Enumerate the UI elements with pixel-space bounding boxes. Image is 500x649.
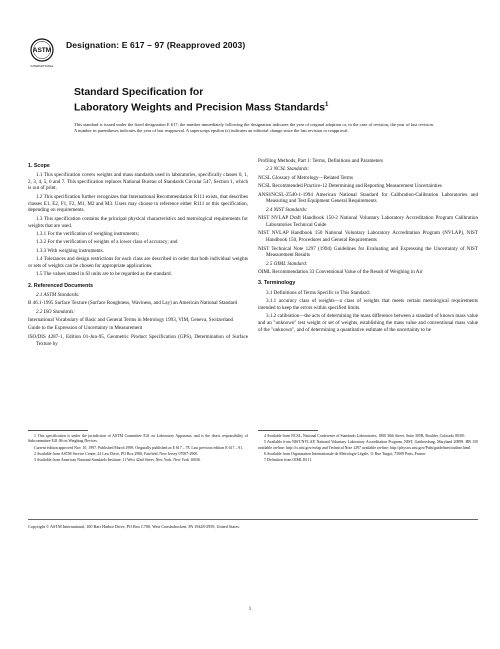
ref-b46: B 46.1-1995 Surface Texture (Surface Roughness, Waviness, and Lay) an American National Standard: [28, 300, 238, 307]
left-column: [28, 158, 248, 349]
designation: Designation: E 617 – 97 (Reapproved 2003): [66, 40, 246, 50]
footnote-2: 2 Available from ASTM Service Center, 22 Law Drive, PO Box 2900, Fairfield, New Jersey 07007-2900.: [34, 451, 199, 456]
para-1-4: 1.4 Tolerances and design restrictions for each class are described in order that both individual weights or sets of weights can be chosen for appropriate applications.: [28, 256, 248, 269]
ref-nist-150: NIST NVLAP Handbook 150 National Voluntary Laboratory Accreditation Program (NVLAP), NIST Handbook 150, Procedures and General Requirements: [258, 230, 478, 244]
page-number: 1: [248, 607, 252, 612]
ref-ansi-z540: ANSI/NCSL-Z540-1-1994 American National Standard for Calibration-Calibration Laboratories and Measuring and Test Equipment General Requirements: [258, 191, 478, 205]
para-2-3: 2.3 NCSL Standards:: [266, 166, 310, 173]
ref-vim: International Vocabulary of Basic and General Terms in Metrology 1993, VIM, Geneva, Switzerland: [28, 317, 234, 324]
ref-ncsl-rp12: NCSL Recommended Practice-12 Determining and Reporting Measurement Uncertainties: [258, 183, 442, 190]
copyright-notice: Copyright © ASTM International, 100 Barr Harbor Drive, PO Box C700, West Conshohocken, PA 19428-2959, United States.: [28, 524, 240, 529]
footnote-7: 7 Definition from OIML R111.: [264, 458, 313, 463]
section-heading-scope: 1. Scope: [28, 162, 50, 169]
issuance-note: This standard is issued under the fixed designation E 617; the number immediately following the designation indicates the year of original adoption or, in the case of revision, the year of last revision. A number in parentheses indicates the year of last reapproval. A superscript epsilon (ε) indicates an editorial change since the last revision or reapproval.: [74, 122, 434, 134]
section-heading-terminology: 3. Terminology: [258, 280, 296, 287]
para-3-1-2: 3.1.2 calibration—the acts of determining the mass difference between a standard of known mass value and an "unknown" test weight or set of weights, establishing the mass value and conventional mass value of the "unknown", and of determining a quantitative estimate of the uncertainty to be: [258, 313, 478, 333]
footnote-rule-left: [28, 430, 88, 431]
astm-logo: [30, 38, 54, 69]
para-1-5: 1.5 The values stated in SI units are to be regarded as the standard.: [36, 271, 172, 278]
footnote-4: 4 Available from NCSL, National Conference of Standards Laboratories, 1800 30th Street, Suite 305B, Boulder, Colorado 80301.: [264, 434, 466, 438]
para-2-1: 2.1 ASTM Standards:: [36, 291, 80, 298]
para-2-2: 2.2 ISO Standards:: [36, 308, 76, 315]
para-1-3-1: 1.3.1 For the verification of weighing instruments;: [36, 230, 139, 237]
footnote-6: 6 Available from Organisation Internationale de Métrologie Légale, 11 Rue Turgot, 75009 Paris, France.: [264, 451, 427, 456]
para-1-1: 1.1 This specification covers weights and mass standards used in laboratories, specifically classes 0, 1, 2, 3, 4, 5, 6 and 7. This specification replaces National Bureau of Standards Circular 547, Section 1, which is out of print.: [28, 171, 248, 192]
footnotes-left: [28, 434, 248, 464]
footnote-5: 5 Available from NIST/NVLAP, National Voluntary Laboratory Accreditation Program, NIST, Gaithersburg, Maryland 20899. HB 150 available on-line: http://ts.nist.gov/nvlap and Technical Note 1297 available on-line: http://physics.nist.gov/Pubs/guidelines/outline.html.: [258, 440, 478, 450]
footnotes-right: [258, 434, 478, 464]
ref-iso-4287-continued: Profiling Methods, Part 1: Terms, Definitions and Parameters: [258, 158, 384, 164]
ref-nist-1297: NIST Technical Note 1297 (1994) Guidelines for Evaluating and Expressing the Uncertainty of NIST Measurement Results: [258, 245, 478, 259]
ref-ncsl-glossary: NCSL Glossary of Metrology—Related Terms: [258, 174, 353, 181]
para-3-1: 3.1 Definitions of Terms Specific to This Standard:: [266, 289, 371, 296]
ref-gum: Guide to the Expression of Uncertainty in Measurement: [28, 325, 143, 332]
document-title: [74, 87, 434, 114]
svg-text:ASTM: ASTM: [32, 47, 52, 54]
para-3-1-1: 3.1.1 accuracy class of weights—a class of weights that meets certain metrological requirements intended to keep the errors within specified limits.: [258, 298, 478, 311]
footnote-1-edition: Current edition approved Nov. 10, 1997. Published March 1998. Originally published as E 617 – 78. Last previous edition E 617 – 91.: [34, 445, 244, 450]
ref-nist-150-2: NIST NVLAP Draft Handbook 150-2 National Voluntary Laboratory Accreditation Program Calibration Laboratories Technical Guide: [258, 215, 478, 228]
para-2-4: 2.4 NIST Standards:: [266, 206, 308, 213]
footnote-rule-right: [258, 430, 318, 431]
para-2-5: 2.5 OIML Standard:: [266, 260, 308, 267]
para-1-3-3: 1.3.3 With weighing instruments.: [36, 247, 104, 254]
section-heading-referenced-documents: 2. Referenced Documents: [28, 282, 94, 289]
logo-label: INTERNATIONAL: [30, 64, 54, 68]
para-1-3-2: 1.3.2 For the verification of weights of a lower class of accuracy; and: [36, 239, 178, 246]
para-1-2: 1.2 This specification further recognizes that International Recommendation R111 exists, that describes classes E1, E2, F1, F2, M1, M2 and M3. Users may choose to reference either R111 or this specification, depending on requirements.: [28, 193, 248, 214]
ref-iso-4287: ISO/DIS 4287-1, Edition 01-Jun-95, Geometric Product Specification (GPS), Determination of Surface Texture by: [28, 333, 248, 347]
para-1-3: 1.3 This specification contains the principal physical characteristics and metrological requirements for weights that are used.: [28, 215, 248, 229]
title-line-1: Standard Specification for: [74, 87, 204, 98]
footnote-1: 1 This specification is under the jurisdiction of ASTM Committee E41 on Laboratory Apparatus, and is the direct responsibility of Subcommittee E41.06 on Weighing Devices.: [28, 434, 248, 444]
footer-divider: [28, 519, 478, 520]
right-column: [258, 158, 478, 335]
title-line-2: Laboratory Weights and Precision Mass Standards$^1$: [74, 102, 329, 114]
footnote-3: 3 Available from American National Standards Institute, 11 West 42nd Street, New York, New York 10036.: [34, 458, 201, 463]
ref-oiml-33: OIML Recommendation 33 Conventional Value of the Result of Weighing in Air: [258, 269, 423, 276]
